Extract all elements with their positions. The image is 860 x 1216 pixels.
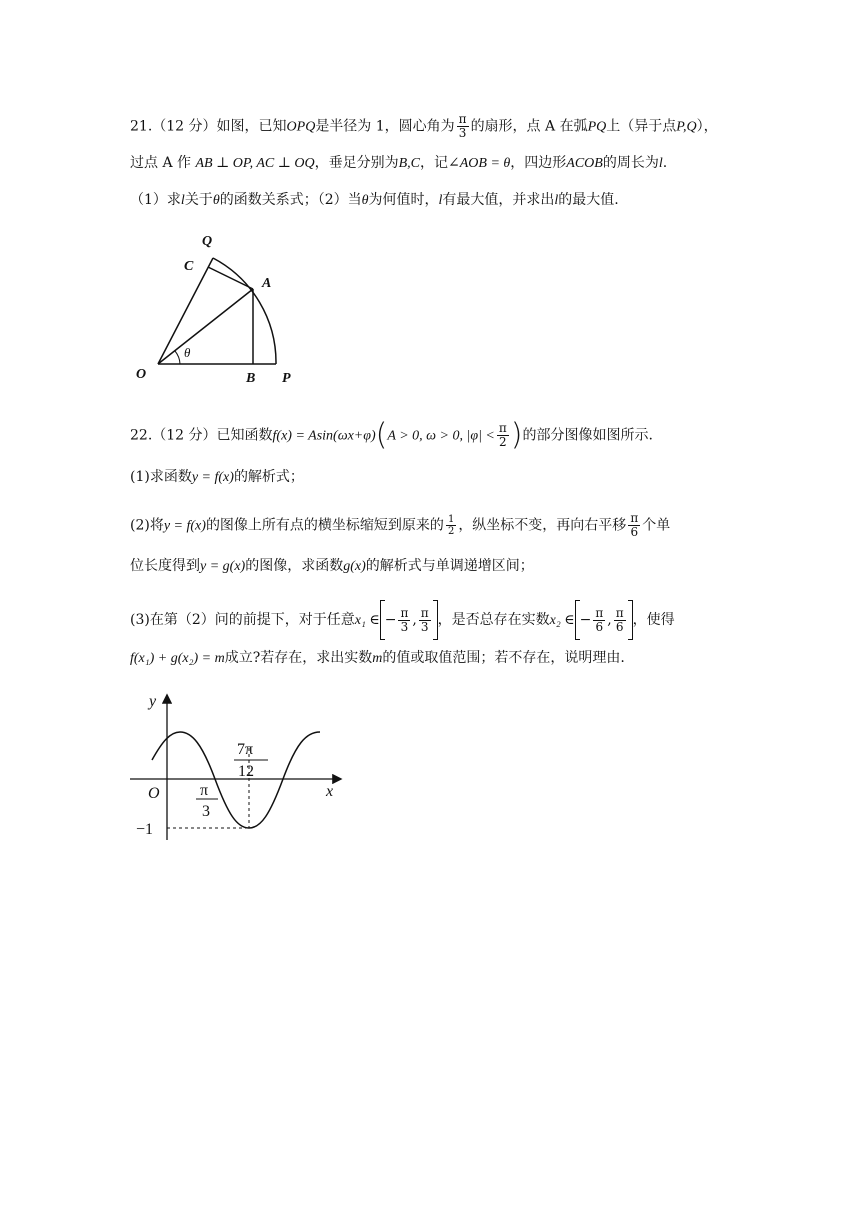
label-o: O — [136, 367, 147, 382]
q22-part2-cont — [130, 556, 534, 577]
frac-den: 6 — [630, 525, 639, 539]
q21-l: l — [180, 193, 185, 208]
label-c: C — [184, 259, 194, 274]
label-b: B — [246, 371, 256, 386]
iv1-right — [419, 607, 431, 634]
iv1-left — [398, 607, 410, 634]
minus-sign: − — [384, 612, 397, 628]
q21-quadrilateral: ACOB — [566, 156, 603, 171]
angle-arc — [175, 351, 180, 364]
q21-text: ，四边形 — [510, 155, 567, 171]
q22-text: 位长度得到 — [130, 558, 200, 574]
frac-num: π — [498, 421, 507, 435]
q21-text: 关于 — [184, 192, 213, 208]
q21-text: ）， — [696, 118, 718, 135]
q21-text: （1）求 — [130, 192, 181, 208]
q22-half — [446, 514, 456, 537]
q22-text: 个单 — [642, 517, 671, 534]
minus-sign: − — [579, 612, 592, 628]
frac-den: 3 — [458, 126, 467, 140]
label-a: A — [262, 276, 272, 291]
q22-text: (3)在第（2）问的前提下，对于任意 — [130, 612, 355, 628]
q21-theta: θ — [361, 193, 369, 208]
tick-7pi12-num: 7π — [237, 741, 254, 758]
segment-oa — [158, 289, 253, 364]
tick-pi3-den: 3 — [202, 803, 210, 820]
q22-x2: x₂ ∈ — [549, 613, 575, 628]
q22-text: 成立?若存在，求出实数 — [224, 650, 373, 666]
frac-num: π — [630, 511, 639, 525]
q22-fx: y = f(x) — [191, 470, 234, 485]
tick-7pi12-den: 12 — [238, 763, 254, 780]
q21-l: l — [438, 193, 443, 208]
tick-pi3-num: π — [200, 782, 209, 799]
paren-open: ( — [375, 417, 388, 453]
q21-text: 过点 A 作 — [130, 155, 192, 171]
q21-text: 如图，已知 — [216, 118, 287, 135]
frac-den: 6 — [595, 619, 604, 634]
q21-arc-pq: PQ — [587, 119, 607, 135]
label-q: Q — [202, 234, 213, 249]
q21-text: . — [662, 155, 668, 171]
q22-x1: x₁ ∈ — [354, 613, 380, 628]
q21-number: 21. — [130, 118, 153, 135]
q21-text: 的周长为 — [602, 155, 659, 171]
frac-den: 3 — [420, 619, 429, 634]
q21-feet: B,C — [398, 156, 421, 171]
sector-figure — [130, 225, 310, 390]
q22-text: 的图像，求函数 — [245, 558, 344, 574]
q22-score: （12 分） — [152, 427, 217, 444]
label-p: P — [282, 371, 291, 386]
q22-text: 已知函数 — [216, 427, 273, 444]
q22-text: 的解析式； — [233, 469, 304, 485]
q22-part3: (3)在第（2）问的前提下，对于任意x₁ ∈ − $\frac{\pi}{3}$ , $\frac{\pi}{3}$ ，是否总存在实数x₂ ∈ − $\frac{\pi}{6}$ , $\frac{\pi}{6}$ ，使得 — [130, 600, 675, 640]
q21-points-pq: P,Q — [676, 119, 697, 135]
q21-line-1 — [130, 113, 718, 140]
q21-text: 有最大值，并求出 — [442, 192, 555, 208]
q22-gx: y = g(x) — [200, 559, 246, 574]
paren-close: ) — [510, 417, 523, 453]
q21-opq: OPQ — [286, 119, 316, 135]
q22-shift — [628, 512, 640, 539]
q21-line-3 — [130, 190, 619, 211]
q21-angle-fraction — [457, 113, 469, 140]
q21-text: 上（异于点 — [606, 118, 677, 135]
q21-score: （12 分） — [152, 118, 217, 135]
q22-function-def: f(x) = Asin(ωx+φ) — [272, 428, 376, 444]
frac-num: π — [595, 605, 604, 620]
q21-text: 的函数关系式；（2）当 — [219, 192, 362, 208]
q21-text: ，记 — [420, 155, 449, 171]
sine-graph — [130, 688, 350, 848]
q21-text: 是半径为 1，圆心角为 — [315, 118, 455, 135]
q22-part2 — [130, 512, 670, 539]
q22-g: g(x) — [343, 559, 366, 574]
iv2-right — [614, 607, 626, 634]
q22-text: 的值或取值范围；若不存在，说明理由. — [382, 650, 625, 666]
q21-text: ，垂足分别为 — [314, 155, 399, 171]
frac-num: π — [615, 605, 624, 620]
q22-text: 的部分图像如图所示. — [522, 427, 653, 444]
frac-den: 3 — [400, 619, 409, 634]
label-theta: θ — [184, 345, 191, 360]
q21-l: l — [554, 193, 559, 208]
sine-curve — [152, 732, 320, 828]
q22-part3-cont — [130, 648, 625, 669]
q22-equation: f(x₁) + g(x₂) = m — [130, 651, 225, 666]
q21-theta: θ — [212, 193, 220, 208]
y-label: y — [149, 693, 157, 710]
frac-num: π — [458, 112, 467, 126]
origin-label: O — [148, 785, 160, 802]
q22-line-1 — [130, 417, 653, 453]
x-label: x — [326, 783, 334, 800]
q21-text: 的扇形，点 A 在弧 — [470, 118, 588, 135]
q22-text: 的图像上所有点的横坐标缩短到原来的 — [205, 517, 444, 534]
q22-part1 — [130, 467, 304, 488]
frac-den: 2 — [447, 526, 455, 537]
q21-perpendiculars: AB ⊥ OP, AC ⊥ OQ — [195, 156, 315, 171]
neg-one-label: −1 — [136, 821, 154, 838]
q22-fx: y = f(x) — [163, 518, 206, 534]
frac-num: 1 — [447, 514, 455, 525]
q22-text: (1)求函数 — [130, 469, 192, 485]
q21-text: 为何值时， — [368, 192, 439, 208]
q22-text: (2)将 — [130, 517, 164, 534]
q22-text: 的解析式与单调递增区间； — [365, 558, 534, 574]
q22-text: ，是否总存在实数 — [437, 612, 550, 628]
q22-phi-bound — [497, 422, 509, 449]
q22-number: 22. — [130, 427, 153, 444]
q22-conditions: A > 0, ω > 0, |φ| < — [387, 428, 495, 444]
q22-text: ，纵坐标不变，再向右平移 — [458, 517, 627, 534]
q22-m: m — [372, 651, 383, 666]
frac-num: π — [420, 605, 429, 620]
q21-line-2 — [130, 153, 667, 174]
q21-text: 的最大值. — [558, 192, 619, 208]
q21-angle-aob: ∠AOB = θ — [448, 156, 511, 171]
iv2-left — [593, 607, 605, 634]
segment-ac — [208, 267, 253, 289]
q22-text: ，使得 — [632, 612, 675, 628]
frac-num: π — [400, 605, 409, 620]
frac-den: 2 — [498, 435, 507, 449]
q21-l: l — [658, 156, 663, 171]
frac-den: 6 — [615, 619, 624, 634]
